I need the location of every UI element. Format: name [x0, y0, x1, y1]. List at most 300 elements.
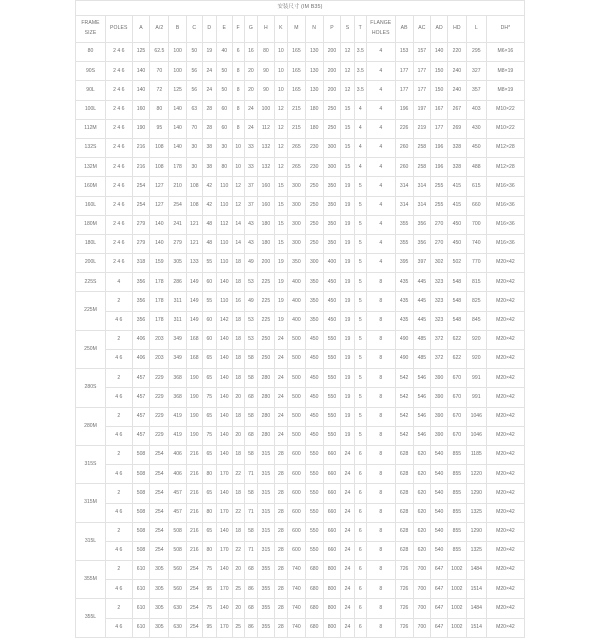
cell-m: 600 — [288, 522, 306, 541]
cell-t: 5 — [354, 388, 366, 407]
cell-l: 327 — [466, 62, 486, 81]
frame-size-cell: 90L — [76, 81, 106, 100]
cell-f: 18 — [232, 350, 244, 369]
cell-s: 19 — [341, 234, 354, 253]
cell-t: 6 — [354, 541, 366, 560]
cell-h: 225 — [258, 273, 275, 292]
cell-g: 68 — [244, 388, 257, 407]
cell-ad: 540 — [431, 503, 448, 522]
cell-g: 58 — [244, 350, 257, 369]
cell-a2: 140 — [150, 234, 169, 253]
cell-p: 550 — [323, 388, 341, 407]
cell-ac: 258 — [413, 138, 431, 157]
cell-t: 3.5 — [354, 43, 366, 62]
cell-ac: 620 — [413, 522, 431, 541]
table-row — [76, 273, 525, 292]
cell-dh: M20×42 — [486, 273, 524, 292]
cell-e: 170 — [217, 541, 233, 560]
cell-l: 1220 — [466, 465, 486, 484]
cell-d: 38 — [202, 158, 216, 177]
cell-c: 190 — [187, 426, 203, 445]
cell-k: 19 — [274, 292, 287, 311]
cell-f: 18 — [232, 522, 244, 541]
cell-m: 500 — [288, 369, 306, 388]
cell-c: 254 — [187, 561, 203, 580]
cell-e: 140 — [217, 407, 233, 426]
cell-ad: 270 — [431, 234, 448, 253]
cell-m: 300 — [288, 177, 306, 196]
cell-ad: 323 — [431, 292, 448, 311]
cell-m: 500 — [288, 388, 306, 407]
cell-n: 450 — [305, 369, 323, 388]
cell-l: 825 — [466, 292, 486, 311]
cell-a2: 254 — [150, 522, 169, 541]
cell-b: 210 — [169, 177, 187, 196]
cell-a: 610 — [132, 580, 150, 599]
cell-hd: 670 — [447, 407, 466, 426]
cell-g: 86 — [244, 618, 257, 637]
cell-d: 80 — [202, 503, 216, 522]
cell-ac: 445 — [413, 292, 431, 311]
cell-p: 300 — [323, 138, 341, 157]
cell-ac: 620 — [413, 484, 431, 503]
cell-n: 230 — [305, 138, 323, 157]
cell-t: 5 — [354, 254, 366, 273]
cell-d: 42 — [202, 177, 216, 196]
cell-g: 53 — [244, 311, 257, 330]
cell-m: 500 — [288, 330, 306, 349]
cell-s: 19 — [341, 407, 354, 426]
cell-h: 250 — [258, 350, 275, 369]
cell-ad: 540 — [431, 465, 448, 484]
cell-c: 149 — [187, 311, 203, 330]
cell-hd: 328 — [447, 158, 466, 177]
column-header-e: E — [217, 16, 233, 43]
cell-g: 58 — [244, 445, 257, 464]
frame-size-cell: 100L — [76, 100, 106, 119]
cell-m: 350 — [288, 254, 306, 273]
frame-size-cell: 180M — [76, 215, 106, 234]
cell-flange_holes: 4 — [366, 62, 395, 81]
cell-ab: 726 — [395, 580, 413, 599]
cell-hd: 548 — [447, 311, 466, 330]
cell-s: 24 — [341, 561, 354, 580]
cell-a: 406 — [132, 350, 150, 369]
cell-flange_holes: 4 — [366, 100, 395, 119]
table-row — [76, 541, 525, 560]
cell-d: 38 — [202, 138, 216, 157]
table-row — [76, 580, 525, 599]
cell-dh: M10×22 — [486, 100, 524, 119]
table-row — [76, 350, 525, 369]
frame-size-cell: 200L — [76, 254, 106, 273]
cell-h: 315 — [258, 484, 275, 503]
cell-h: 355 — [258, 561, 275, 580]
cell-f: 8 — [232, 100, 244, 119]
cell-s: 19 — [341, 215, 354, 234]
cell-dh: M20×42 — [486, 292, 524, 311]
cell-poles: 2 4 6 — [105, 81, 132, 100]
column-header-a2: A/2 — [150, 16, 169, 43]
cell-f: 25 — [232, 618, 244, 637]
cell-p: 350 — [323, 177, 341, 196]
cell-c: 149 — [187, 292, 203, 311]
cell-ab: 628 — [395, 503, 413, 522]
cell-a2: 254 — [150, 541, 169, 560]
cell-a2: 108 — [150, 158, 169, 177]
cell-n: 130 — [305, 62, 323, 81]
cell-dh: M12×28 — [486, 138, 524, 157]
cell-c: 30 — [187, 158, 203, 177]
cell-f: 14 — [232, 215, 244, 234]
cell-h: 250 — [258, 330, 275, 349]
cell-ab: 490 — [395, 350, 413, 369]
cell-n: 350 — [305, 273, 323, 292]
cell-h: 90 — [258, 62, 275, 81]
cell-m: 265 — [288, 158, 306, 177]
cell-m: 215 — [288, 100, 306, 119]
cell-b: 140 — [169, 138, 187, 157]
cell-s: 24 — [341, 465, 354, 484]
column-header-frame — [76, 16, 106, 43]
cell-dh: M20×42 — [486, 561, 524, 580]
cell-ac: 700 — [413, 580, 431, 599]
cell-h: 200 — [258, 254, 275, 273]
cell-ad: 540 — [431, 445, 448, 464]
cell-dh: M20×42 — [486, 369, 524, 388]
cell-ab: 395 — [395, 254, 413, 273]
cell-m: 740 — [288, 580, 306, 599]
cell-b: 406 — [169, 465, 187, 484]
cell-d: 75 — [202, 561, 216, 580]
cell-flange_holes: 8 — [366, 426, 395, 445]
column-header-dh: DH* — [486, 16, 524, 43]
cell-t: 6 — [354, 484, 366, 503]
cell-k: 24 — [274, 407, 287, 426]
cell-g: 37 — [244, 177, 257, 196]
cell-k: 12 — [274, 100, 287, 119]
cell-d: 48 — [202, 215, 216, 234]
cell-a2: 178 — [150, 311, 169, 330]
cell-flange_holes: 4 — [366, 81, 395, 100]
cell-flange_holes: 8 — [366, 522, 395, 541]
cell-e: 30 — [217, 138, 233, 157]
cell-a2: 305 — [150, 618, 169, 637]
cell-l: 1325 — [466, 503, 486, 522]
cell-flange_holes: 8 — [366, 369, 395, 388]
cell-m: 740 — [288, 561, 306, 580]
cell-e: 170 — [217, 503, 233, 522]
cell-f: 18 — [232, 254, 244, 273]
cell-d: 65 — [202, 350, 216, 369]
cell-s: 24 — [341, 522, 354, 541]
cell-e: 80 — [217, 158, 233, 177]
table-row — [76, 465, 525, 484]
cell-n: 450 — [305, 407, 323, 426]
column-header-line1: FRAME — [81, 20, 100, 27]
cell-hd: 267 — [447, 100, 466, 119]
cell-ac: 197 — [413, 100, 431, 119]
cell-h: 355 — [258, 599, 275, 618]
cell-poles: 4 6 — [105, 580, 132, 599]
column-header-ad: AD — [431, 16, 448, 43]
cell-t: 4 — [354, 138, 366, 157]
cell-ad: 196 — [431, 138, 448, 157]
cell-p: 800 — [323, 599, 341, 618]
cell-a: 457 — [132, 388, 150, 407]
cell-p: 350 — [323, 196, 341, 215]
cell-e: 112 — [217, 215, 233, 234]
cell-s: 24 — [341, 484, 354, 503]
frame-size-cell: 132M — [76, 158, 106, 177]
cell-ab: 628 — [395, 445, 413, 464]
table-row — [76, 234, 525, 253]
cell-dh: M20×42 — [486, 541, 524, 560]
cell-flange_holes: 4 — [366, 119, 395, 138]
cell-ad: 140 — [431, 43, 448, 62]
cell-c: 133 — [187, 254, 203, 273]
cell-t: 5 — [354, 311, 366, 330]
cell-n: 450 — [305, 388, 323, 407]
cell-hd: 548 — [447, 292, 466, 311]
cell-poles: 2 4 6 — [105, 254, 132, 273]
cell-s: 15 — [341, 158, 354, 177]
cell-ac: 219 — [413, 119, 431, 138]
cell-t: 6 — [354, 503, 366, 522]
cell-f: 12 — [232, 196, 244, 215]
cell-k: 19 — [274, 254, 287, 273]
cell-e: 170 — [217, 580, 233, 599]
frame-size-cell: 280S — [76, 369, 106, 407]
cell-ab: 435 — [395, 311, 413, 330]
cell-k: 28 — [274, 484, 287, 503]
cell-e: 140 — [217, 561, 233, 580]
cell-a: 508 — [132, 465, 150, 484]
cell-hd: 622 — [447, 330, 466, 349]
column-header-l: L — [466, 16, 486, 43]
cell-ac: 700 — [413, 618, 431, 637]
cell-p: 350 — [323, 234, 341, 253]
cell-k: 28 — [274, 580, 287, 599]
cell-e: 110 — [217, 177, 233, 196]
cell-b: 125 — [169, 81, 187, 100]
cell-n: 680 — [305, 618, 323, 637]
table-row — [76, 522, 525, 541]
cell-dh: M20×42 — [486, 580, 524, 599]
cell-k: 15 — [274, 215, 287, 234]
cell-e: 170 — [217, 465, 233, 484]
column-header-row — [76, 16, 525, 43]
cell-h: 355 — [258, 580, 275, 599]
cell-b: 100 — [169, 62, 187, 81]
cell-t: 6 — [354, 618, 366, 637]
table-title: 安装尺寸 (IM B35) — [76, 1, 525, 16]
cell-g: 71 — [244, 503, 257, 522]
cell-l: 1484 — [466, 599, 486, 618]
cell-d: 75 — [202, 426, 216, 445]
cell-p: 550 — [323, 330, 341, 349]
cell-dh: M16×36 — [486, 234, 524, 253]
cell-a2: 305 — [150, 580, 169, 599]
cell-a2: 254 — [150, 484, 169, 503]
cell-flange_holes: 4 — [366, 196, 395, 215]
cell-dh: M20×42 — [486, 311, 524, 330]
cell-ab: 628 — [395, 522, 413, 541]
cell-hd: 1002 — [447, 580, 466, 599]
column-header-ab: AB — [395, 16, 413, 43]
cell-n: 680 — [305, 580, 323, 599]
cell-g: 37 — [244, 196, 257, 215]
cell-f: 22 — [232, 465, 244, 484]
cell-a2: 95 — [150, 119, 169, 138]
cell-ab: 628 — [395, 484, 413, 503]
cell-a: 508 — [132, 503, 150, 522]
table-row — [76, 138, 525, 157]
table-row — [76, 445, 525, 464]
cell-c: 56 — [187, 81, 203, 100]
cell-e: 50 — [217, 62, 233, 81]
cell-hd: 450 — [447, 215, 466, 234]
column-header-s: S — [341, 16, 354, 43]
cell-ad: 540 — [431, 484, 448, 503]
cell-p: 450 — [323, 292, 341, 311]
cell-flange_holes: 8 — [366, 484, 395, 503]
cell-c: 190 — [187, 369, 203, 388]
cell-f: 8 — [232, 81, 244, 100]
cell-m: 600 — [288, 484, 306, 503]
cell-poles: 4 6 — [105, 350, 132, 369]
table-row — [76, 369, 525, 388]
cell-dh: M6×16 — [486, 43, 524, 62]
cell-l: 295 — [466, 43, 486, 62]
cell-d: 65 — [202, 407, 216, 426]
column-header-poles: POLES — [105, 16, 132, 43]
cell-d: 28 — [202, 119, 216, 138]
table-row — [76, 330, 525, 349]
cell-b: 560 — [169, 561, 187, 580]
cell-e: 40 — [217, 43, 233, 62]
cell-n: 450 — [305, 426, 323, 445]
cell-e: 110 — [217, 292, 233, 311]
cell-a2: 108 — [150, 138, 169, 157]
cell-t: 6 — [354, 599, 366, 618]
cell-b: 254 — [169, 196, 187, 215]
frame-size-cell: 250M — [76, 330, 106, 368]
cell-poles: 2 4 6 — [105, 100, 132, 119]
cell-a: 140 — [132, 81, 150, 100]
table-row — [76, 43, 525, 62]
cell-flange_holes: 4 — [366, 254, 395, 273]
cell-p: 450 — [323, 311, 341, 330]
cell-c: 168 — [187, 350, 203, 369]
cell-p: 200 — [323, 81, 341, 100]
cell-d: 65 — [202, 445, 216, 464]
cell-dh: M20×42 — [486, 330, 524, 349]
cell-t: 6 — [354, 522, 366, 541]
cell-poles: 2 4 6 — [105, 43, 132, 62]
table-row — [76, 388, 525, 407]
cell-p: 660 — [323, 541, 341, 560]
cell-t: 6 — [354, 445, 366, 464]
table-row — [76, 484, 525, 503]
cell-hd: 1002 — [447, 561, 466, 580]
cell-k: 28 — [274, 561, 287, 580]
cell-hd: 855 — [447, 465, 466, 484]
cell-hd: 328 — [447, 138, 466, 157]
cell-ad: 302 — [431, 254, 448, 273]
cell-d: 60 — [202, 273, 216, 292]
cell-poles: 2 — [105, 369, 132, 388]
cell-n: 230 — [305, 158, 323, 177]
cell-h: 225 — [258, 311, 275, 330]
cell-p: 800 — [323, 580, 341, 599]
cell-poles: 2 — [105, 330, 132, 349]
cell-k: 15 — [274, 234, 287, 253]
cell-g: 49 — [244, 254, 257, 273]
cell-g: 24 — [244, 100, 257, 119]
cell-ac: 546 — [413, 407, 431, 426]
cell-ac: 546 — [413, 426, 431, 445]
cell-s: 19 — [341, 369, 354, 388]
cell-s: 12 — [341, 62, 354, 81]
cell-a2: 229 — [150, 388, 169, 407]
cell-ab: 355 — [395, 215, 413, 234]
cell-c: 30 — [187, 138, 203, 157]
cell-dh: M20×42 — [486, 522, 524, 541]
table-title-row — [76, 1, 525, 16]
cell-p: 200 — [323, 62, 341, 81]
cell-flange_holes: 8 — [366, 388, 395, 407]
cell-m: 165 — [288, 81, 306, 100]
cell-flange_holes: 8 — [366, 561, 395, 580]
cell-hd: 622 — [447, 350, 466, 369]
cell-poles: 4 6 — [105, 541, 132, 560]
cell-s: 15 — [341, 119, 354, 138]
cell-poles: 2 4 6 — [105, 215, 132, 234]
cell-dh: M20×42 — [486, 503, 524, 522]
cell-flange_holes: 4 — [366, 158, 395, 177]
cell-f: 25 — [232, 580, 244, 599]
cell-l: 1290 — [466, 484, 486, 503]
cell-p: 550 — [323, 426, 341, 445]
cell-hd: 855 — [447, 503, 466, 522]
cell-poles: 2 4 6 — [105, 177, 132, 196]
cell-e: 110 — [217, 196, 233, 215]
cell-f: 20 — [232, 426, 244, 445]
cell-d: 80 — [202, 541, 216, 560]
cell-b: 349 — [169, 350, 187, 369]
column-header-p: P — [323, 16, 341, 43]
cell-ac: 485 — [413, 350, 431, 369]
cell-a: 356 — [132, 292, 150, 311]
cell-a2: 305 — [150, 561, 169, 580]
cell-flange_holes: 4 — [366, 234, 395, 253]
cell-h: 315 — [258, 503, 275, 522]
cell-a: 508 — [132, 484, 150, 503]
cell-p: 250 — [323, 100, 341, 119]
cell-c: 216 — [187, 465, 203, 484]
cell-a: 254 — [132, 177, 150, 196]
cell-m: 215 — [288, 119, 306, 138]
cell-flange_holes: 8 — [366, 580, 395, 599]
cell-ab: 726 — [395, 561, 413, 580]
cell-a2: 62.5 — [150, 43, 169, 62]
cell-b: 419 — [169, 426, 187, 445]
cell-p: 400 — [323, 254, 341, 273]
cell-c: 63 — [187, 100, 203, 119]
table-header — [76, 1, 525, 43]
cell-n: 250 — [305, 177, 323, 196]
